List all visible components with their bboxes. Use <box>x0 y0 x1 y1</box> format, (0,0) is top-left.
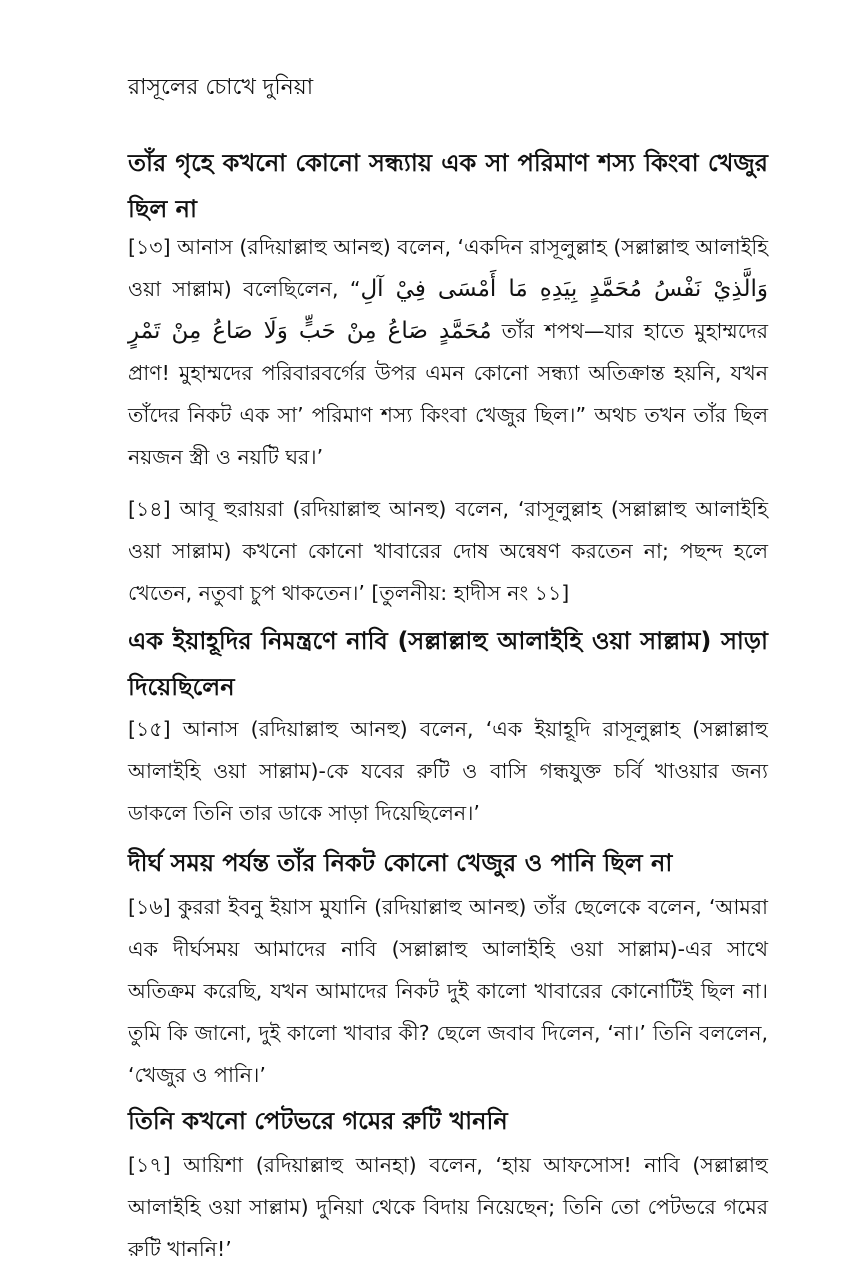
hadith-16-paragraph: [১৬] কুররা ইবনু ইয়াস মুযানি (রদিয়াল্লাহু আনহু) তাঁর ছেলেকে বলেন, ‘আমরা এক দীর্ঘসময় আমাদের নাবি (সল্লাল্লাহু আলাইহি ওয়া সাল্লাম)-এর সাথে অতিক্রম করেছি, যখন আমাদের নিকট দুই কালো খাবারের কোনোটিই ছিল না। তুমি কি জানো, দুই কালো খাবার কী? ছেলে জবাব দিলেন, ‘না।’ তিনি বললেন, ‘খেজুর ও পানি।’ <box>128 895 768 1087</box>
hadith-17-paragraph: [১৭] আয়িশা (রদিয়াল্লাহু আনহা) বলেন, ‘হায় আফসোস! নাবি (সল্লাল্লাহু আলাইহি ওয়া সাল্লাম) দুনিয়া থেকে বিদায় নিয়েছেন; তিনি তো পেটভরে গমের রুটি খাননি!’ <box>128 1153 768 1261</box>
section-heading-4: তিনি কখনো পেটভরে গমের রুটি খাননি <box>128 1107 508 1135</box>
running-head: রাসূলের চোখে দুনিয়া <box>128 75 314 100</box>
section-heading-1: তাঁর গৃহে কখনো কোনো সন্ধ্যায় এক সা পরিমাণ শস্য কিংবা খেজুর ছিল না <box>128 149 768 223</box>
section-heading-3: দীর্ঘ সময় পর্যন্ত তাঁর নিকট কোনো খেজুর ও পানি ছিল না <box>128 849 673 877</box>
hadith-13-text-end: তাঁর শপথ—যার হাতে মুহাম্মদের প্রাণ! মুহাম্মদের পরিবারবর্গের উপর এমন কোনো সন্ধ্যা অতিক্রান্ত হয়নি, যখন তাঁদের নিকট এক সা’ পরিমাণ শস্য কিংবা খেজুর ছিল।” অথচ তখন তাঁর ছিল নয়জন স্ত্রী ও নয়টি ঘর।’ <box>128 319 768 469</box>
hadith-13-paragraph <box>128 226 768 478</box>
hadith-14-paragraph: [১৪] আবূ হুরায়রা (রদিয়াল্লাহু আনহু) বলেন, ‘রাসূলুল্লাহ (সল্লাল্লাহু আলাইহি ওয়া সাল্লাম) কখনো কোনো খাবারের দোষ অন্বেষণ করতেন না; পছন্দ হলে খেতেন, নতুবা চুপ থাকতেন।’ [তুলনীয়: হাদীস নং ১১] <box>128 497 768 605</box>
hadith-13-text-start: [১৩] আনাস (রদিয়াল্লাহু আনহু) বলেন, ‘একদিন রাসূলুল্লাহ (সল্লাল্লাহু আলাইহি ওয়া সাল্লাম) বলেছিলেন, “ <box>128 235 768 301</box>
hadith-15-paragraph: [১৫] আনাস (রদিয়াল্লাহু আনহু) বলেন, ‘এক ইয়াহূদি রাসূলুল্লাহ (সল্লাল্লাহু আলাইহি ওয়া সাল্লাম)-কে যবের রুটি ও বাসি গন্ধযুক্ত চর্বি খাওয়ার জন্য ডাকলে তিনি তার ডাকে সাড়া দিয়েছিলেন।’ <box>128 717 768 825</box>
hadith-13-arabic-quote: وَالَّذِيْ نَفْسُ مُحَمَّدٍ بِيَدِهِ مَا أَمْسَى فِيْ آلِ مُحَمَّدٍ صَاعُ مِنْ حَبٍّ وَلَا صَاعُ مِنْ تَمْرٍ <box>128 276 768 344</box>
section-heading-2: এক ইয়াহূদির নিমন্ত্রণে নাবি (সল্লাল্লাহু আলাইহি ওয়া সাল্লাম) সাড়া দিয়েছিলেন <box>128 627 768 701</box>
